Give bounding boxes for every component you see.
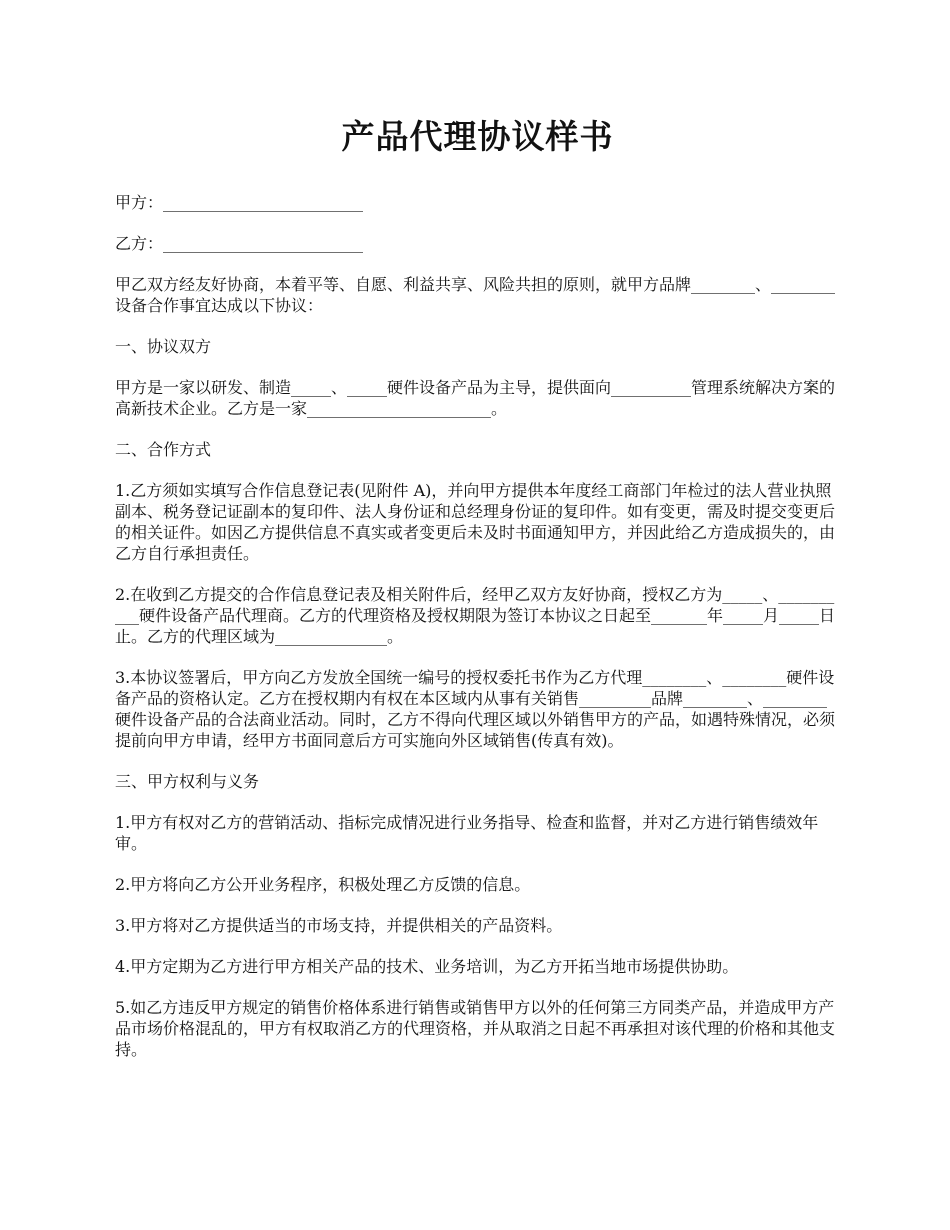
party-a-line: 甲方：_________________________: [115, 193, 364, 212]
section-cooperation: [115, 439, 840, 751]
section-heading: 二、合作方式: [115, 440, 212, 459]
intro-paragraph: 甲乙双方经友好协商，本着平等、自愿、利益共享、风险共担的原则，就甲方品牌________、________设备合作事宜达成以下协议：: [115, 275, 836, 315]
section-paragraph: 3.甲方将对乙方提供适当的市场支持，并提供相关的产品资料。: [115, 916, 563, 935]
section-paragraph: 1.甲方有权对乙方的营销活动、指标完成情况进行业务指导、检查和监督，并对乙方进行销售绩效年审。: [115, 813, 819, 853]
section-parties: [115, 336, 840, 419]
section-paragraph: 5.如乙方违反甲方规定的销售价格体系进行销售或销售甲方以外的任何第三方同类产品，并造成甲方产品市场价格混乱的，甲方有权取消乙方的代理资格，并从取消之日起不再承担对该代理的价格和其他支持。: [115, 998, 836, 1059]
document-title: 产品代理协议样书: [341, 117, 614, 156]
party-b-line: 乙方：_________________________: [115, 234, 364, 253]
section-paragraph: 2.在收到乙方提交的合作信息登记表及相关附件后，经甲乙双方友好协商，授权乙方为_____、__________硬件设备产品代理商。乙方的代理资格及授权期限为签订本协议之日起至_______年_____月_____日止。乙方的代理区域为______________。: [115, 585, 836, 646]
section-paragraph: 2.甲方将向乙方公开业务程序，积极处理乙方反馈的信息。: [115, 875, 531, 894]
section-heading: 一、协议双方: [115, 337, 212, 356]
section-heading: 三、甲方权利与义务: [115, 772, 260, 791]
section-paragraph: 甲方是一家以研发、制造_____、_____硬件设备产品为主导，提供面向__________管理系统解决方案的高新技术企业。乙方是一家_______________________。: [115, 378, 836, 418]
section-paragraph: 4.甲方定期为乙方进行甲方相关产品的技术、业务培训，为乙方开拓当地市场提供协助。: [115, 957, 739, 976]
document-page: [115, 112, 840, 1080]
section-party-a-rights: [115, 771, 840, 1060]
section-paragraph: 1.乙方须如实填写合作信息登记表(见附件 A)，并向甲方提供本年度经工商部门年检过的法人营业执照副本、税务登记证副本的复印件、法人身份证和总经理身份证的复印件。如有变更，需及时提交变更后的相关证件。如因乙方提供信息不真实或者变更后未及时书面通知甲方，并因此给乙方造成损失的，由乙方自行承担责任。: [115, 481, 836, 563]
section-paragraph: 3.本协议签署后，甲方向乙方发放全国统一编号的授权委托书作为乙方代理________、________硬件设备产品的资格认定。乙方在授权期内有权在本区域内从事有关销售_________品牌________、________硬件设备产品的合法商业活动。同时，乙方不得向代理区域以外销售甲方的产品，如遇特殊情况，必须提前向甲方申请，经甲方书面同意后方可实施向外区域销售(传真有效)。: [115, 668, 836, 750]
